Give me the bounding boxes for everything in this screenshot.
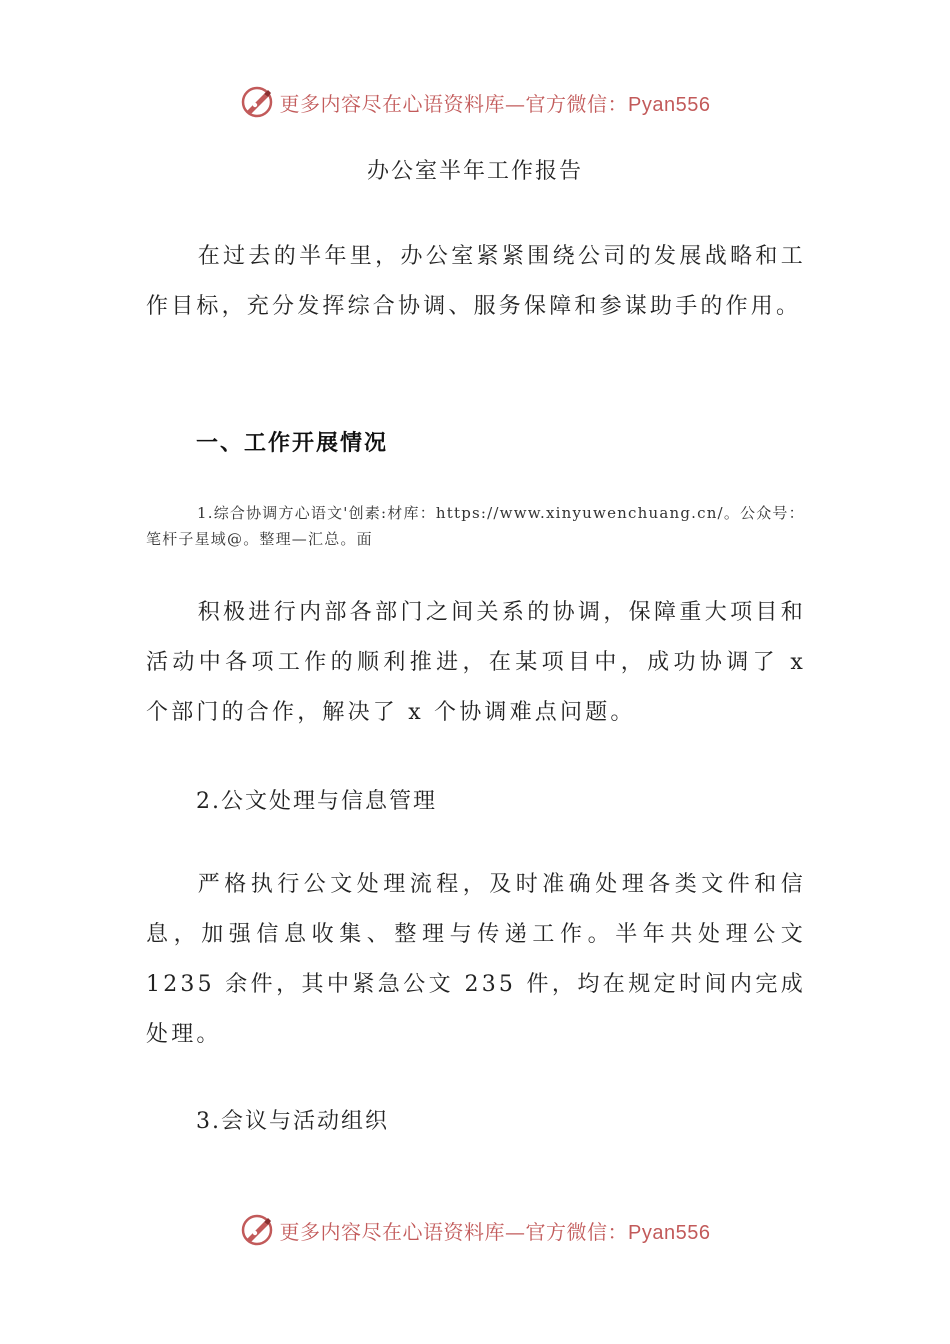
banner-text: 更多内容尽在心语资料库—官方微信：Pyan556 xyxy=(279,1219,711,1244)
item3-heading: 3.会议与活动组织 xyxy=(196,1109,389,1134)
pen-logo-icon xyxy=(240,1213,274,1247)
item1-heading-line: 1.综合协调方心语文'创素:材库：https://www.xinyuwenchuang.cn/。公众号：笔杆子星域@。整理—汇总。面 xyxy=(146,504,805,548)
document-title: 办公室半年工作报告 xyxy=(366,159,583,184)
item1-paragraph: 积极进行内部各部门之间关系的协调，保障重大项目和活动中各项工作的顺利推进，在某项目中，成功协调了 x 个部门的合作，解决了 x 个协调难点问题。 xyxy=(146,600,806,725)
footer-banner xyxy=(0,1210,950,1250)
item2-heading: 2.公文处理与信息管理 xyxy=(196,789,437,814)
section-heading: 一、工作开展情况 xyxy=(196,431,389,456)
pen-logo-icon xyxy=(240,85,274,119)
header-banner xyxy=(0,82,950,122)
item2-paragraph: 严格执行公文处理流程，及时准确处理各类文件和信息，加强信息收集、整理与传递工作。半年共处理公文1235 余件，其中紧急公文 235 件，均在规定时间内完成处理。 xyxy=(146,872,806,1047)
intro-paragraph: 在过去的半年里，办公室紧紧围绕公司的发展战略和工作目标，充分发挥综合协调、服务保障和参谋助手的作用。 xyxy=(146,244,806,319)
banner-text: 更多内容尽在心语资料库—官方微信：Pyan556 xyxy=(279,91,711,116)
